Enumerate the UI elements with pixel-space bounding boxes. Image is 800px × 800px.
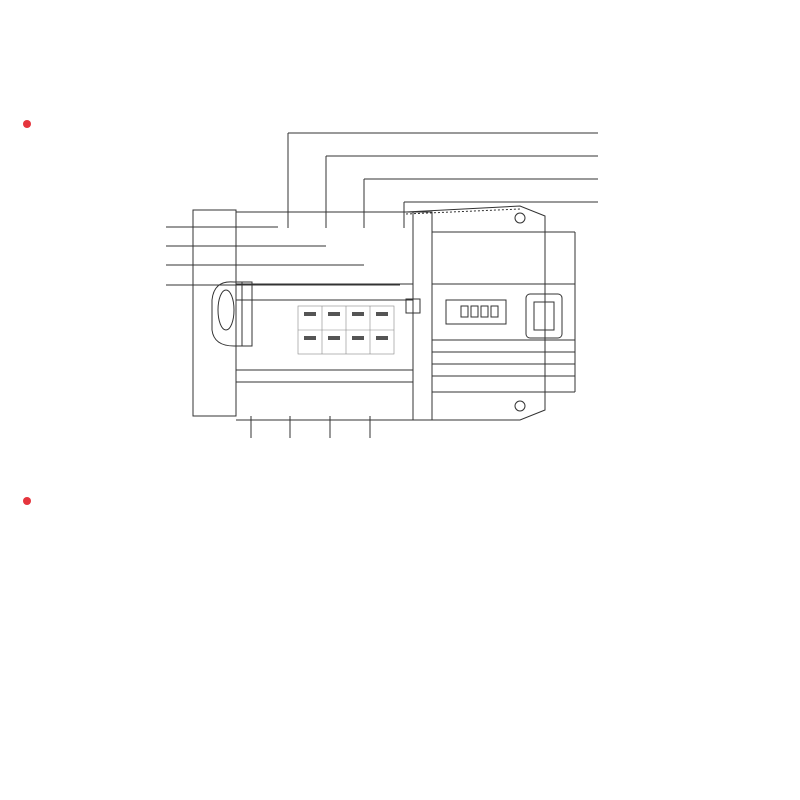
housing-right [406, 206, 545, 420]
common-wiring [288, 133, 598, 228]
bullet-dot-icon [23, 497, 31, 505]
counter-window [446, 300, 506, 324]
housing-left-plate [193, 210, 236, 416]
indicator-grid [298, 306, 394, 354]
section-heading-debugging [23, 497, 41, 505]
mode-button [526, 294, 562, 338]
load-wiring [251, 416, 370, 438]
switch-body [193, 206, 575, 420]
standby-wiring [166, 227, 400, 285]
